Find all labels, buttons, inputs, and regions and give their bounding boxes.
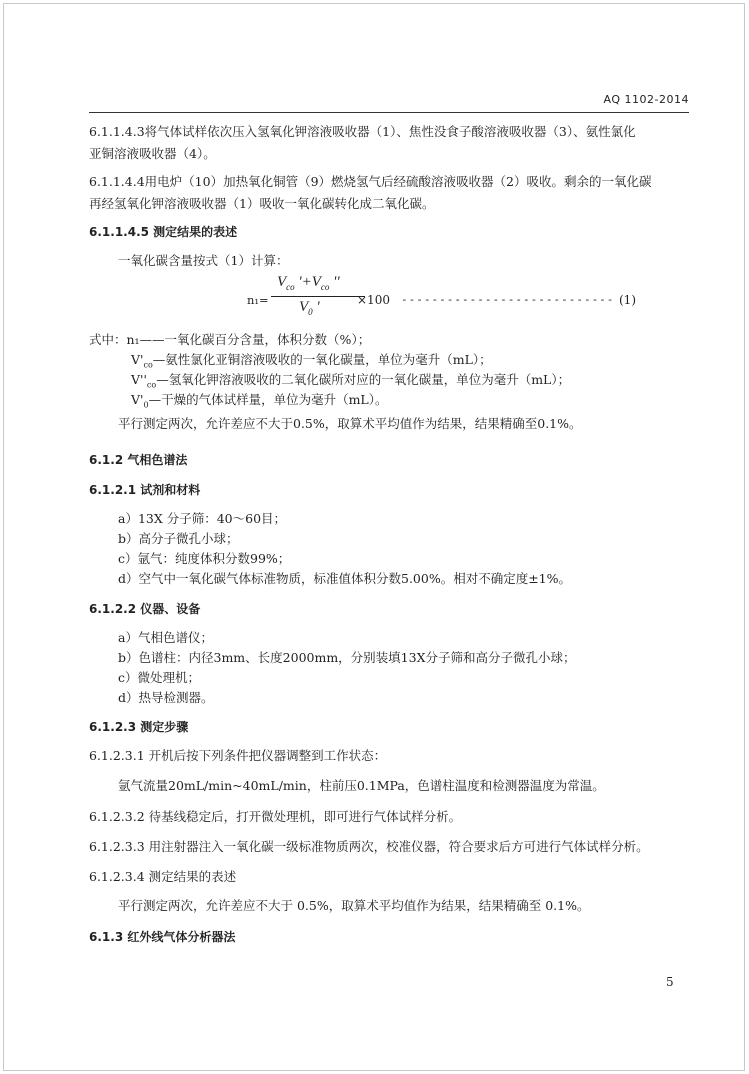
clause-61232: 6.1.2.3.2 待基线稳定后，打开微处理机，即可进行气体试样分析。: [89, 809, 462, 824]
formula-numerator: $V_{co}$ '$+V_{co}$ '': [277, 274, 340, 292]
heading-61145: 6.1.1.4.5 测定结果的表述: [89, 225, 238, 239]
heading-6122: 6.1.2.2 仪器、设备: [89, 602, 201, 616]
reagent-d: d）空气中一氧化碳气体标准物质，标准值体积分数5.00%。相对不确定度±1%。: [118, 571, 572, 586]
formula-lhs: n₁=: [247, 293, 269, 307]
where-line3: $V''_{co}—$氢氧化钾溶液吸收的二氧化碳所对应的一氧化碳量，单位为毫升（mL）；: [131, 372, 571, 390]
clause-61143-line2: 亚铜溶液吸收器（4）。: [89, 146, 216, 161]
parallel-note-1: 平行测定两次，允许差应不大于0.5%，取算术平均值作为结果，结果精确至0.1%。: [118, 416, 582, 431]
clause-61233: 6.1.2.3.3 用注射器注入一氧化碳一级标准物质两次，校准仪器，符合要求后方可进行气体试样分析。: [89, 839, 649, 854]
heading-6121: 6.1.2.1 试剂和材料: [89, 483, 201, 497]
formula-denominator: $V_0$ ': [299, 299, 320, 317]
clause-61144-line2: 再经氢氧化钾溶液吸收器（1）吸收一氧化碳转化成二氧化碳。: [89, 196, 435, 211]
formula-number: (1): [619, 293, 636, 307]
where-line2: $V'_{co}—$氨性氯化亚铜溶液吸收的一氧化碳量，单位为毫升（mL）；: [131, 352, 492, 370]
reagent-a: a）13X 分子筛：40～60目；: [118, 511, 287, 526]
clause-61143-line1: 6.1.1.4.3将气体试样依次压入氢氧化钾溶液吸收器（1）、焦性没食子酸溶液吸收器（3）、氨性氯化: [89, 124, 636, 139]
reagent-c: c）氩气：纯度体积分数99%；: [118, 551, 291, 566]
instrument-a: a）气相色谱仪；: [118, 630, 213, 645]
heading-6123: 6.1.2.3 测定步骤: [89, 720, 189, 734]
where-line4: $V'_0—$干燥的气体试样量，单位为毫升（mL）。: [131, 392, 388, 410]
co-formula: [247, 272, 647, 322]
instrument-c: c）微处理机；: [118, 670, 201, 685]
heading-612: 6.1.2 气相色谱法: [89, 453, 188, 467]
clause-61234: 6.1.2.3.4 测定结果的表述: [89, 869, 237, 884]
page-number: 5: [666, 975, 674, 989]
parallel-note-2: 平行测定两次，允许差应不大于 0.5%，取算术平均值作为结果，结果精确至 0.1%。: [118, 898, 590, 913]
where-line1: 式中：n₁——一氧化碳百分含量，体积分数（%）；: [89, 332, 371, 347]
formula-leader: ----------------------------: [401, 293, 615, 306]
clause-61144-line1: 6.1.1.4.4用电炉（10）加热氧化铜管（9）燃烧氢气后经硫酸溶液吸收器（2）吸收。剩余的一氧化碳: [89, 174, 652, 189]
fraction-bar: [271, 296, 365, 297]
reagent-b: b）高分子微孔小球；: [118, 531, 239, 546]
standard-code: AQ 1102-2014: [603, 93, 689, 106]
clause-61231: 6.1.2.3.1 开机后按下列条件把仪器调整到工作状态：: [89, 748, 387, 763]
instrument-d: d）热导检测器。: [118, 690, 214, 705]
calc-intro: 一氧化碳含量按式（1）计算：: [118, 253, 289, 268]
instrument-b: b）色谱柱：内径3mm、长度2000mm，分别装填13X分子筛和高分子微孔小球；: [118, 650, 576, 665]
operating-conditions: 氩气流量20mL/min~40mL/min，柱前压0.1MPa，色谱柱温度和检测器温度为常温。: [118, 778, 605, 793]
header-rule: [89, 112, 689, 113]
heading-613: 6.1.3 红外线气体分析器法: [89, 930, 236, 944]
formula-multiplier: ×100: [357, 293, 390, 307]
